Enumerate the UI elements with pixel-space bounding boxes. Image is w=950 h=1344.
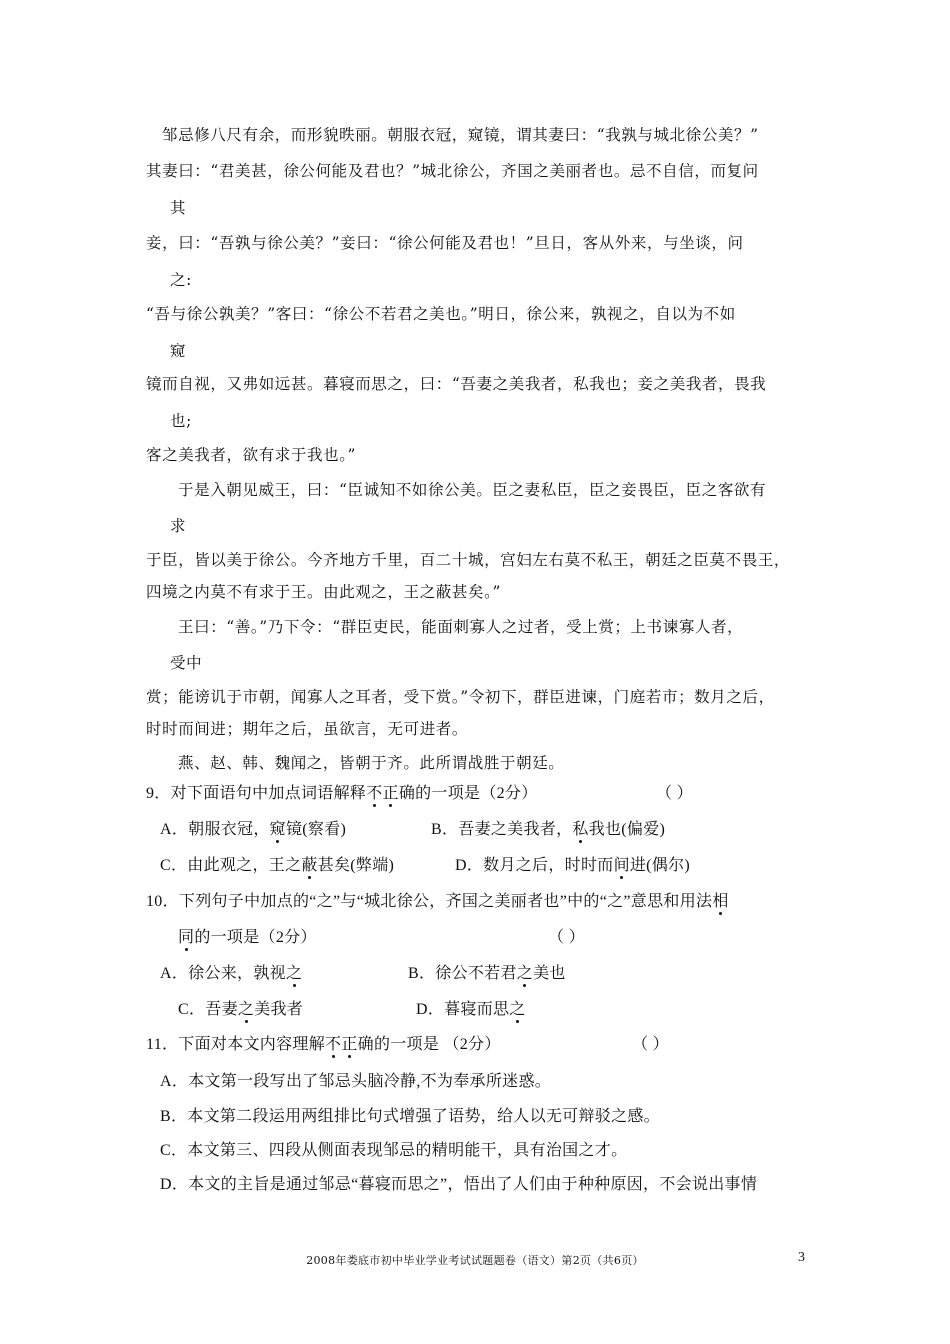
passage-line: 赏；能谤讥于市朝，闻寡人之耳者，受下赏。”令初下，群臣进谏，门庭若市；数月之后，	[146, 688, 775, 706]
question-10-stem-cont: 同的一项是（2分）	[178, 929, 317, 946]
passage-line: 受中	[170, 654, 203, 672]
passage-line: 于臣，皆以美于徐公。今齐地方千里，百二十城，宫妇左右莫不私王，朝廷之臣莫不畏王，	[146, 551, 791, 569]
passage-line: 之:	[170, 271, 192, 289]
passage-line: 客之美我者，欲有求于我也。”	[146, 446, 357, 464]
passage-line: 四境之内莫不有求于王。由此观之，王之蔽甚矣。”	[146, 583, 501, 601]
passage-line: 时时而间进；期年之后，虽欲言，无可进者。	[146, 720, 469, 738]
answer-bracket[interactable]: （ ）	[548, 929, 585, 946]
option-c: C．本文第三、四段从侧面表现邹忌的精明能干，具有治国之才。	[160, 1142, 628, 1159]
option-b: B．徐公不若君之美也	[408, 965, 566, 982]
page-number: 3	[798, 1250, 805, 1265]
option-a: A．朝服衣冠，窥镜(察看)	[160, 821, 347, 838]
question-9-stem: 9．对下面语句中加点词语解释不正确的一项是（2分）	[146, 785, 538, 802]
answer-bracket[interactable]: （ ）	[656, 785, 693, 802]
answer-bracket[interactable]: （ ）	[632, 1036, 669, 1053]
question-10-stem: 10．下列句子中加点的“之”与“城北徐公，齐国之美丽者也”中的“之”意思和用法相	[146, 893, 729, 910]
passage-line: 王曰：“善。”乃下令：“群臣吏民，能面刺寡人之过者，受上赏；上书谏寡人者，	[178, 618, 744, 636]
passage-line: 于是入朝见威王，曰：“臣诚知不如徐公美。臣之妻私臣，臣之妾畏臣，臣之客欲有	[178, 481, 767, 499]
option-b: B．本文第二段运用两组排比句式增强了语势，给人以无可辩驳之感。	[160, 1108, 660, 1125]
option-d: D．本文的主旨是通过邹忌“暮寝而思之”，悟出了人们由于种种原因，不会说出事情	[160, 1176, 758, 1193]
option-c: C．吾妻之美我者	[178, 1001, 304, 1018]
question-11-stem: 11．下面对本文内容理解不正确的一项是 （2分）	[146, 1036, 501, 1053]
page-footer: 2008年娄底市初中毕业学业考试试题题卷（语文）第2页（共6页）	[306, 1254, 644, 1267]
passage-line: 其妻曰：“君美甚，徐公何能及君也？”城北徐公，齐国之美丽者也。忌不自信，而复问	[146, 162, 759, 180]
option-d: D．数月之后，时时而间进(偶尔)	[455, 857, 691, 874]
option-c: C．由此观之，王之蔽甚矣(弊端)	[160, 857, 395, 874]
option-b: B．吾妻之美我者，私我也(偏爱)	[431, 821, 666, 838]
passage-line: 其	[170, 199, 187, 217]
passage-line: 也;	[170, 412, 192, 430]
passage-line: 燕、赵、韩、魏闻之，皆朝于齐。此所谓战胜于朝廷。	[178, 754, 565, 772]
passage-line: “吾与徐公孰美？”客曰：“徐公不若君之美也。”明日，徐公来，孰视之，自以为不如	[146, 305, 736, 323]
passage-line: 求	[170, 517, 187, 535]
passage-line: 窥	[170, 342, 187, 360]
passage-line: 邹忌修八尺有余，而形貌昳丽。朝服衣冠，窥镜，谓其妻曰：“我孰与城北徐公美？”	[162, 126, 759, 144]
passage-line: 镜而自视，又弗如远甚。暮寝而思之，曰：“吾妻之美我者，私我也；妾之美我者，畏我	[146, 375, 767, 393]
passage-line: 妾，曰：“吾孰与徐公美？”妾曰：“徐公何能及君也！”旦日，客从外来，与坐谈，问	[146, 234, 744, 252]
option-a: A．本文第一段写出了邹忌头脑冷静,不为奉承所迷惑。	[160, 1073, 552, 1090]
option-d: D．暮寝而思之	[416, 1001, 526, 1018]
option-a: A．徐公来，孰视之	[160, 965, 303, 982]
